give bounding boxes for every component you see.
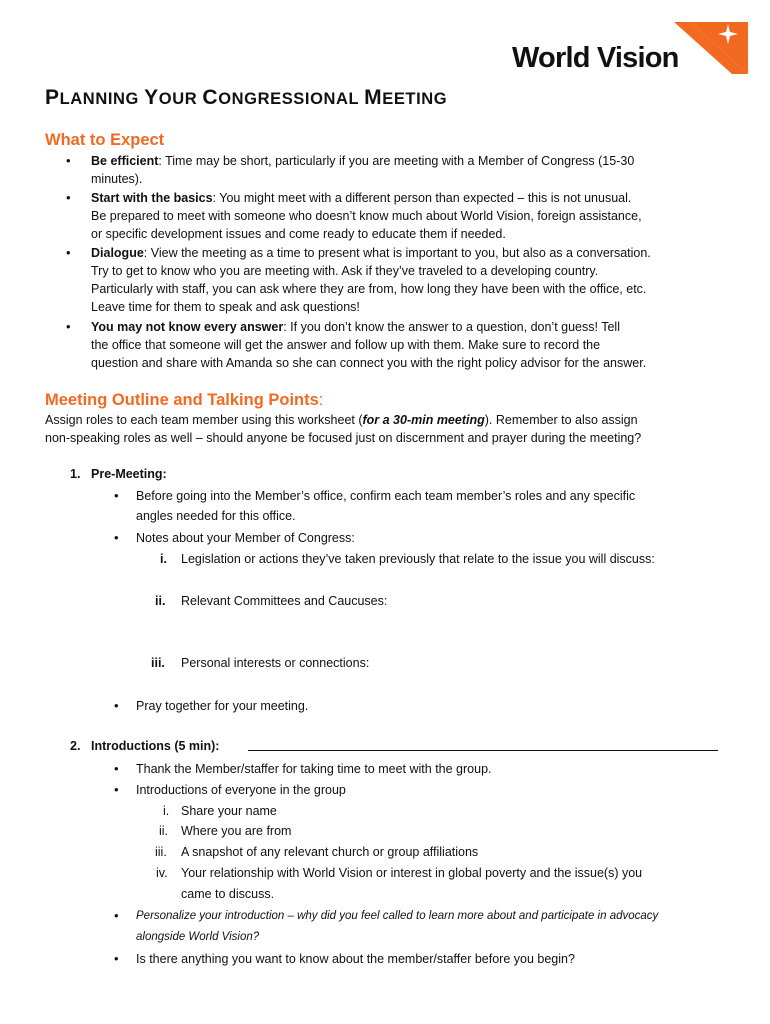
sub-item-number: i.: [163, 804, 170, 818]
logo-star-icon: [670, 20, 748, 74]
sub-item-continuation: came to discuss.: [181, 887, 275, 901]
section-number: 1.: [70, 467, 81, 481]
sub-item-number: ii.: [155, 594, 166, 608]
list-item: You may not know every answer: If you don’t know the answer to a question, don’t guess! Tell: [91, 320, 620, 334]
sub-item-number: iv.: [156, 866, 168, 880]
list-item-continuation: the office that someone will get the answer and follow up with them. Make sure to record the: [91, 338, 601, 352]
bullet-icon: •: [114, 782, 119, 797]
list-item: Is there anything you want to know about the member/staffer before you begin?: [136, 952, 575, 966]
sub-item-number: i.: [160, 552, 167, 566]
bullet-icon: •: [66, 245, 71, 260]
list-item: Be efficient: Time may be short, particularly if you are meeting with a Member of Congress (15-30: [91, 154, 635, 168]
meeting-outline-heading: Meeting Outline and Talking Points:: [45, 391, 324, 409]
list-item: Start with the basics: You might meet with a different person than expected – this is not unusual.: [91, 191, 632, 205]
list-item-continuation: Be prepared to meet with someone who doesn’t know much about World Vision, foreign assistance,: [91, 209, 642, 223]
list-item: Before going into the Member’s office, confirm each team member’s roles and any specific: [136, 489, 636, 503]
introductions-heading: Introductions (5 min):: [91, 739, 220, 753]
list-item-continuation: Try to get to know who you are meeting with. Ask if they’ve traveled to a developing country.: [91, 264, 599, 278]
list-item-continuation: or specific development issues and come ready to educate them if needed.: [91, 227, 506, 241]
sub-item: A snapshot of any relevant church or group affiliations: [181, 845, 479, 859]
list-item: Thank the Member/staffer for taking time to meet with the group.: [136, 762, 492, 776]
sub-item: Share your name: [181, 804, 277, 818]
bullet-icon: •: [66, 319, 71, 334]
list-item-continuation: question and share with Amanda so she can connect you with the right policy advisor for the answer.: [91, 356, 647, 370]
bullet-icon: •: [114, 530, 119, 545]
sub-item: Legislation or actions they’ve taken previously that relate to the issue you will discuss:: [181, 552, 655, 566]
list-item-continuation: alongside World Vision?: [136, 931, 260, 943]
bullet-icon: •: [114, 908, 119, 923]
list-item: Dialogue: View the meeting as a time to present what is important to you, but also as a conversation.: [91, 246, 651, 260]
list-item: Personalize your introduction – why did you feel called to learn more about and participate in advocacy: [136, 910, 659, 922]
world-vision-logo: [512, 20, 748, 74]
section-number: 2.: [70, 739, 81, 753]
bullet-icon: •: [114, 951, 119, 966]
list-item-continuation: angles needed for this office.: [136, 509, 296, 523]
list-item: Introductions of everyone in the group: [136, 783, 346, 797]
list-item-continuation: Particularly with staff, you can ask where they are from, how long they have been with the office, etc.: [91, 282, 647, 296]
sub-item: Your relationship with World Vision or interest in global poverty and the issue(s) you: [181, 866, 643, 880]
list-item: Notes about your Member of Congress:: [136, 531, 355, 545]
sub-item-number: iii.: [155, 845, 167, 859]
sub-item: Where you are from: [181, 824, 292, 838]
bullet-icon: •: [66, 190, 71, 205]
bullet-icon: •: [114, 488, 119, 503]
list-item-continuation: Leave time for them to speak and ask questions!: [91, 300, 360, 314]
sub-item: Personal interests or connections:: [181, 656, 370, 670]
outline-intro: Assign roles to each team member using this worksheet (for a 30-min meeting). Remember to also assign: [45, 413, 638, 427]
pre-meeting-heading: Pre-Meeting:: [91, 467, 167, 481]
what-to-expect-heading: What to Expect: [45, 131, 165, 149]
outline-intro-continuation: non-speaking roles as well – should anyone be focused just on discernment and prayer during the meeting?: [45, 431, 642, 445]
bullet-icon: •: [114, 761, 119, 776]
sub-item: Relevant Committees and Caucuses:: [181, 594, 388, 608]
logo-wordmark: World Vision: [512, 42, 679, 74]
page-title: PLANNING YOUR CONGRESSIONAL MEETING: [45, 86, 448, 109]
sub-item-number: iii.: [151, 656, 165, 670]
fill-in-line[interactable]: [248, 750, 718, 751]
sub-item-number: ii.: [159, 824, 169, 838]
list-item-continuation: minutes).: [91, 172, 143, 186]
bullet-icon: •: [66, 153, 71, 168]
list-item: Pray together for your meeting.: [136, 699, 309, 713]
bullet-icon: •: [114, 698, 119, 713]
